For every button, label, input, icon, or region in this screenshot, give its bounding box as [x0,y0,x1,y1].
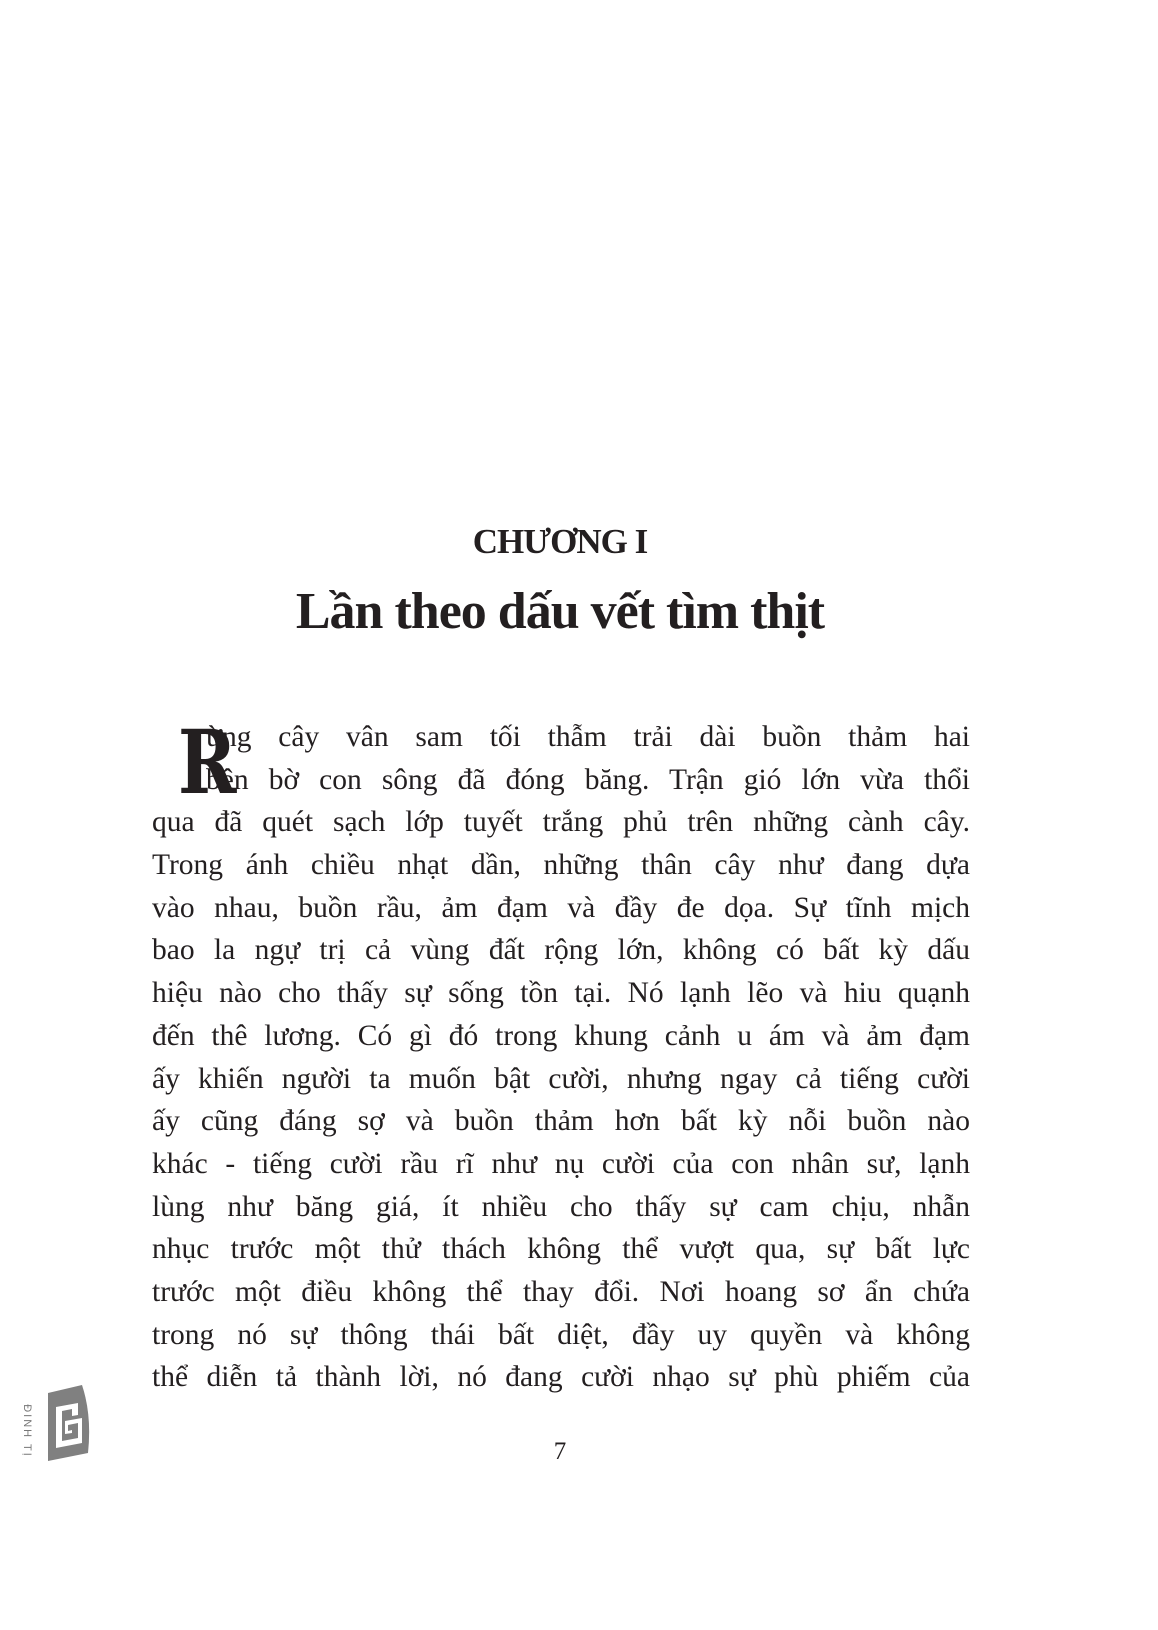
text-line: lùng như băng giá, ít nhiều cho thấy sự cam chịu, nhẫn [152,1190,970,1223]
text-line: ừng cây vân sam tối thẫm trải dài buồn thảm hai [206,721,970,753]
page-number: 7 [553,1438,567,1465]
publisher-logo-text: ĐINH TỊ [20,1404,33,1458]
text-line: khác - tiếng cười rầu rĩ như nụ cười của con nhân sư, lạnh [152,1147,970,1180]
text-line: ấy cũng đáng sợ và buồn thảm hơn bất kỳ nỗi buồn nào [152,1105,970,1138]
text-line: vào nhau, buồn rầu, ảm đạm và đầy đe dọa. Sự tĩnh mịch [152,891,970,924]
text-line: qua đã quét sạch lớp tuyết trắng phủ trên những cành cây. [152,806,970,839]
drop-cap: R [178,710,237,814]
text-line: trong nó sự thông thái bất diệt, đầy uy quyền và không [152,1318,970,1351]
text-line: ấy khiến người ta muốn bật cười, nhưng ngay cả tiếng cười [152,1062,970,1095]
text-line: nhục trước một thử thách không thể vượt qua, sự bất lực [152,1233,970,1266]
chapter-label: CHƯƠNG I [472,522,648,561]
text-line: trước một điều không thể thay đổi. Nơi hoang sơ ẩn chứa [152,1275,970,1308]
text-line: bao la ngự trị cả vùng đất rộng lớn, không có bất kỳ dấu [152,934,970,967]
chapter-title: Lần theo dấu vết tìm thịt [295,583,825,640]
text-line: đến thê lương. Có gì đó trong khung cảnh u ám và ảm đạm [152,1019,970,1052]
text-line: Trong ánh chiều nhạt dần, những thân cây như đang dựa [152,849,970,882]
text-line: thể diễn tả thành lời, nó đang cười nhạo sự phù phiếm của [152,1361,970,1394]
body-text [152,710,970,1399]
text-line: hiệu nào cho thấy sự sống tồn tại. Nó lạnh lẽo và hiu quạnh [152,977,970,1010]
text-line: bên bờ con sông đã đóng băng. Trận gió lớn vừa thổi [206,763,970,796]
